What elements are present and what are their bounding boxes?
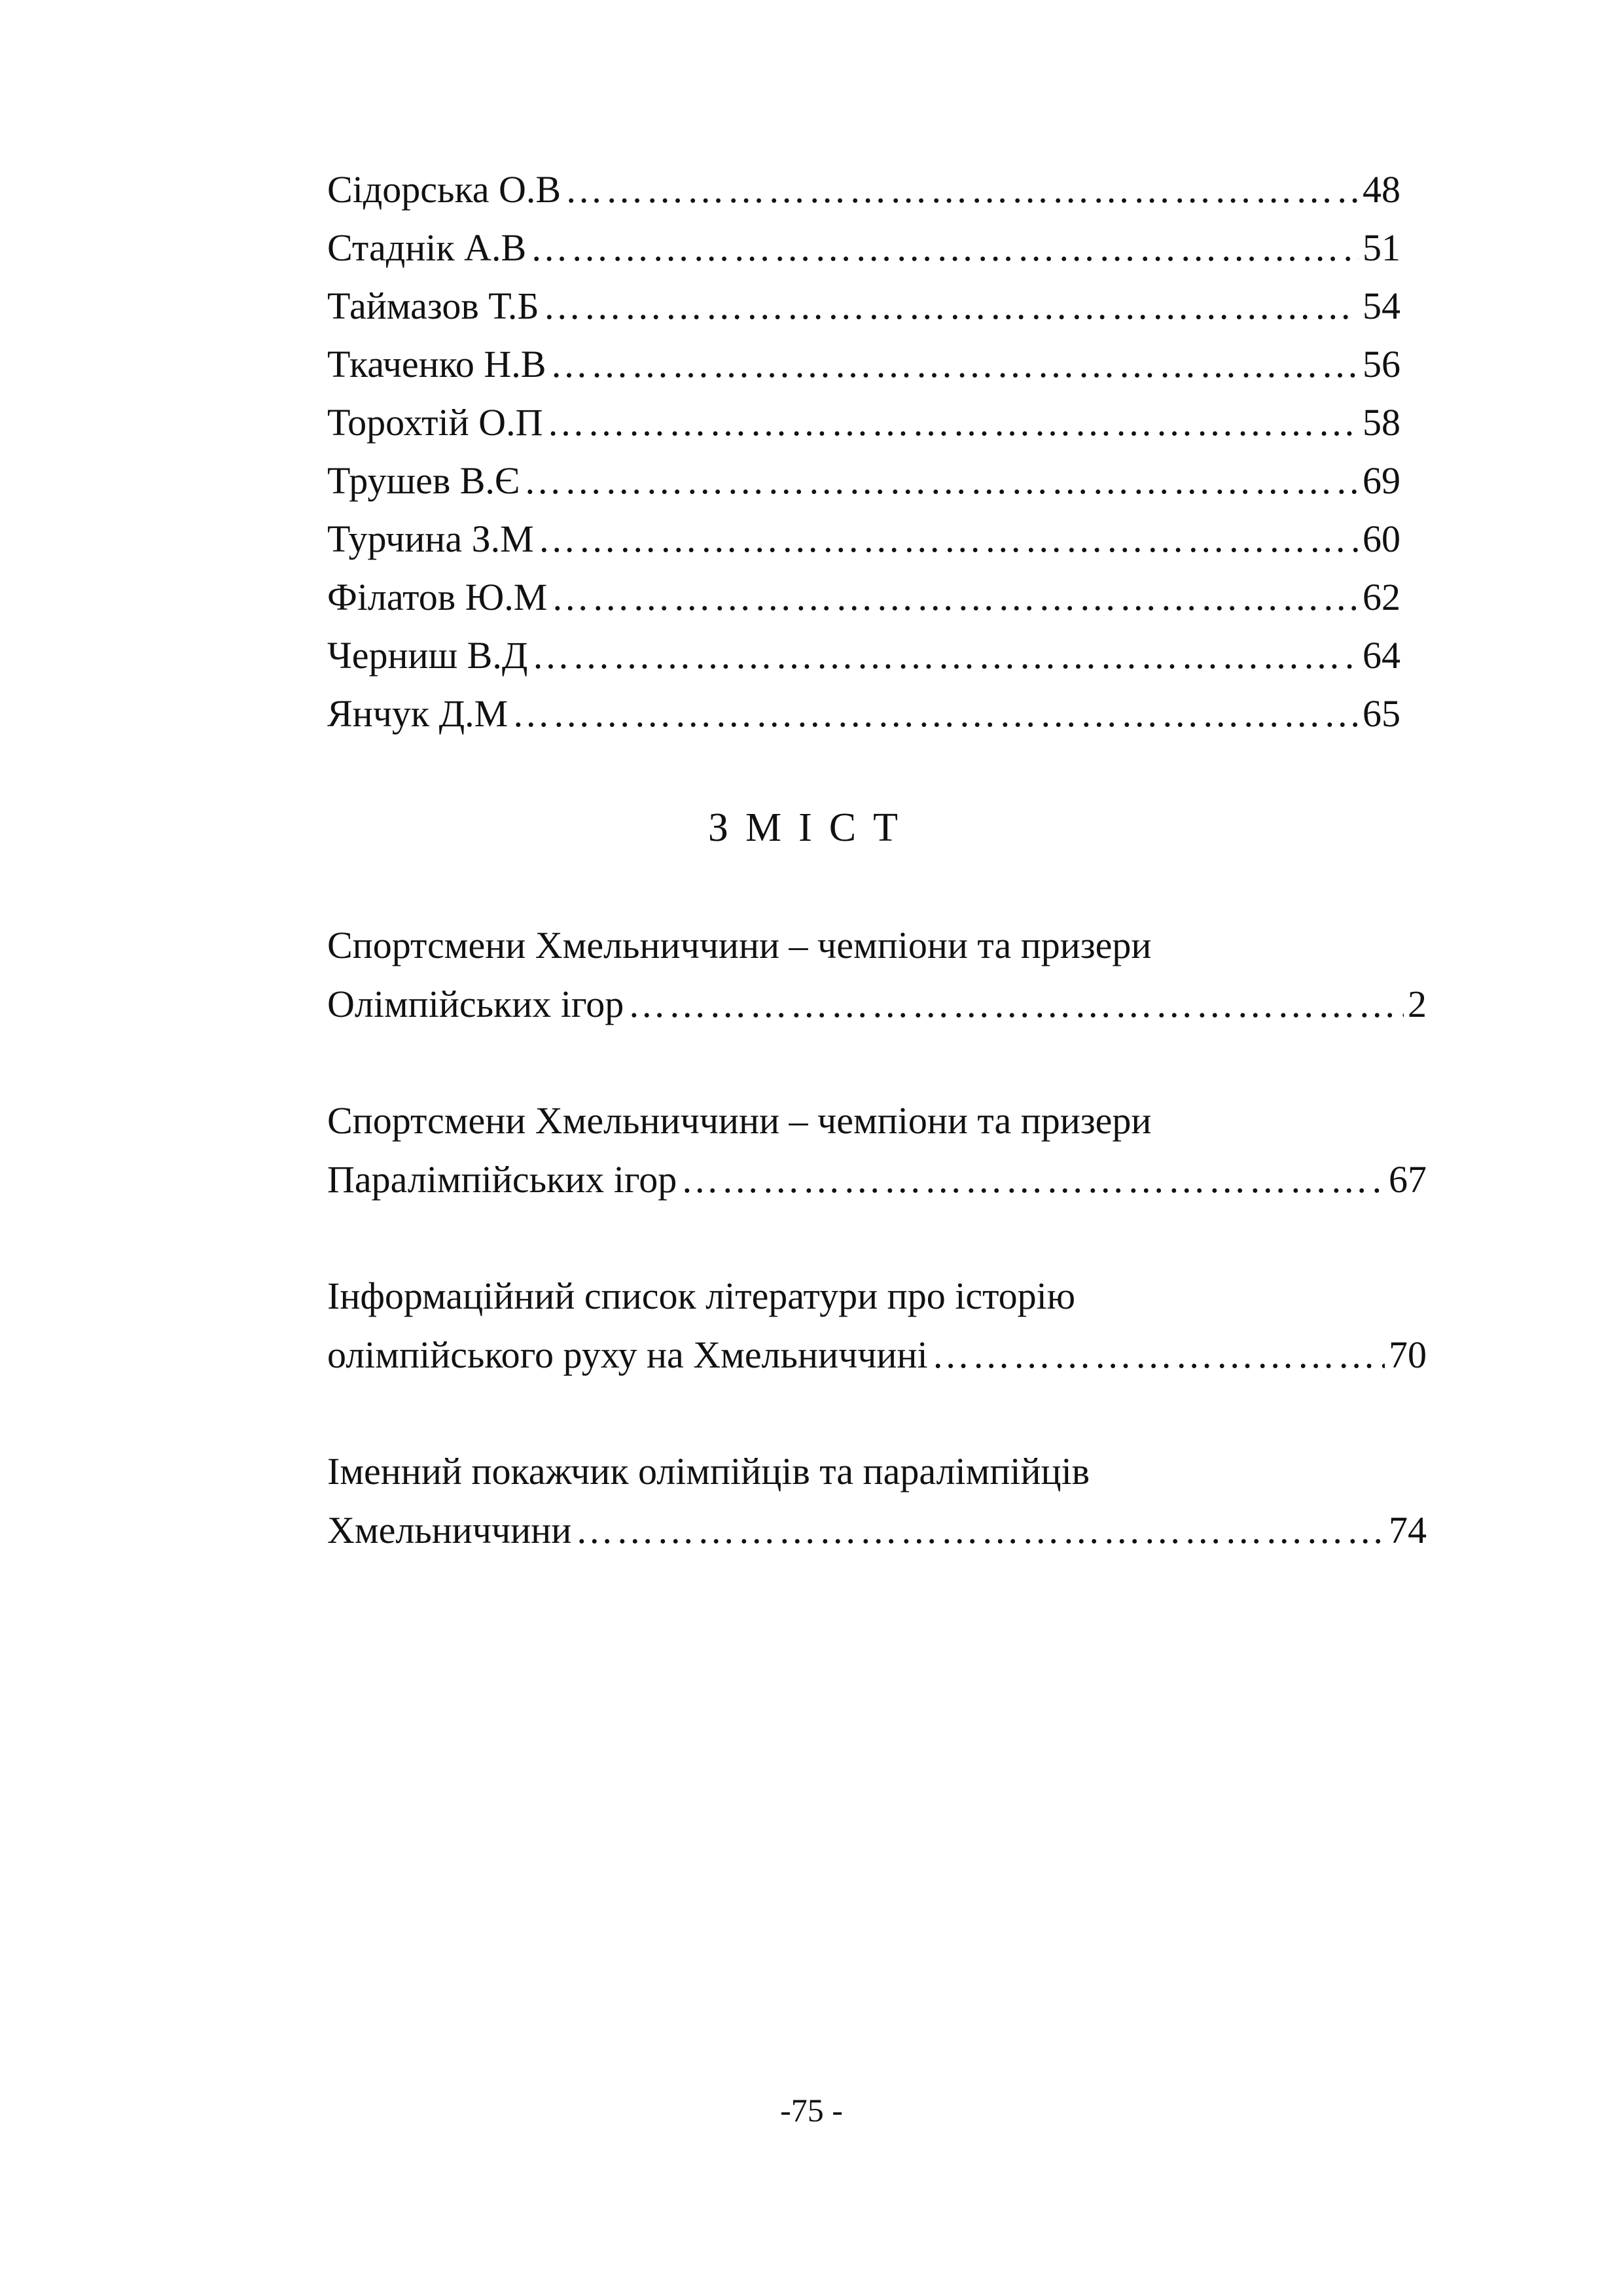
toc-entry-line2 — [327, 1501, 1427, 1560]
index-entry-name: Стаднік А.В — [327, 226, 527, 269]
dot-leader — [575, 1501, 1385, 1560]
toc-entry-page: 70 — [1389, 1333, 1427, 1376]
index-entry — [327, 219, 1400, 277]
dot-leader — [565, 160, 1359, 219]
dot-leader — [628, 975, 1404, 1034]
toc-entry-title-line2: олімпійського руху на Хмельниччині — [327, 1333, 928, 1376]
index-entry-name: Сідорська О.В — [327, 168, 562, 211]
index-entry-name: Янчук Д.М — [327, 692, 508, 735]
dot-leader — [932, 1326, 1385, 1385]
toc-entry-title-line1: Інформаційний список літератури про історію — [327, 1275, 1076, 1317]
index-entry-page: 48 — [1363, 168, 1400, 211]
index-entry — [327, 510, 1400, 568]
index-entry-name: Турчина З.М — [327, 518, 534, 560]
toc-entry-page: 2 — [1408, 983, 1427, 1025]
dot-leader — [551, 568, 1359, 626]
dot-leader — [550, 335, 1359, 393]
toc-entry-title-line2: Паралімпійських ігор — [327, 1158, 677, 1201]
dot-leader — [512, 684, 1359, 743]
name-index-list — [327, 160, 1400, 743]
index-entry-page: 69 — [1363, 459, 1400, 502]
dot-leader — [681, 1150, 1385, 1209]
dot-leader — [538, 510, 1359, 568]
toc-entry-line2 — [327, 975, 1427, 1034]
index-entry-page: 56 — [1363, 343, 1400, 385]
index-entry — [327, 451, 1400, 510]
index-entry — [327, 277, 1400, 335]
dot-leader — [531, 626, 1359, 684]
index-entry — [327, 684, 1400, 743]
index-entry-name: Таймазов Т.Б — [327, 285, 539, 327]
toc-entry-line2 — [327, 1150, 1427, 1209]
index-entry-name: Торохтій О.П — [327, 401, 543, 444]
toc-entry-line2 — [327, 1326, 1427, 1385]
index-entry-name: Філатов Ю.М — [327, 576, 548, 618]
index-entry-page: 58 — [1363, 401, 1400, 444]
index-entry — [327, 626, 1400, 684]
index-entry-name: Черниш В.Д — [327, 634, 528, 677]
toc-entry-page: 67 — [1389, 1158, 1427, 1201]
dot-leader — [546, 393, 1359, 451]
toc-entry — [327, 1267, 1427, 1385]
index-entry-page: 62 — [1363, 576, 1400, 618]
dot-leader — [530, 219, 1359, 277]
toc-entry-title-line1: Спортсмени Хмельниччини – чемпіони та призери — [327, 924, 1152, 966]
toc-heading: ЗМІСТ — [707, 805, 916, 850]
dot-leader — [524, 451, 1359, 510]
index-entry — [327, 335, 1400, 393]
toc-entry-title-line2: Олімпійських ігор — [327, 983, 624, 1025]
index-entry-page: 60 — [1363, 518, 1400, 560]
index-entry — [327, 568, 1400, 626]
page-number: -75 - — [780, 2092, 843, 2128]
toc-entry-title-line2: Хмельниччини — [327, 1509, 572, 1551]
index-entry-page: 54 — [1363, 285, 1400, 327]
dot-leader — [543, 277, 1359, 335]
index-entry-name: Ткаченко Н.В — [327, 343, 546, 385]
table-of-contents — [327, 916, 1427, 1617]
toc-entry-title-line1: Спортсмени Хмельниччини – чемпіони та призери — [327, 1099, 1152, 1142]
index-entry-name: Трушев В.Є — [327, 459, 520, 502]
toc-entry — [327, 1091, 1427, 1209]
toc-entry-title-line1: Іменний покажчик олімпійців та паралімпійців — [327, 1450, 1090, 1492]
index-entry-page: 51 — [1363, 226, 1400, 269]
toc-entry — [327, 916, 1427, 1034]
toc-entry — [327, 1442, 1427, 1560]
index-entry — [327, 393, 1400, 451]
index-entry — [327, 160, 1400, 219]
index-entry-page: 64 — [1363, 634, 1400, 677]
index-entry-page: 65 — [1363, 692, 1400, 735]
toc-entry-page: 74 — [1389, 1509, 1427, 1551]
